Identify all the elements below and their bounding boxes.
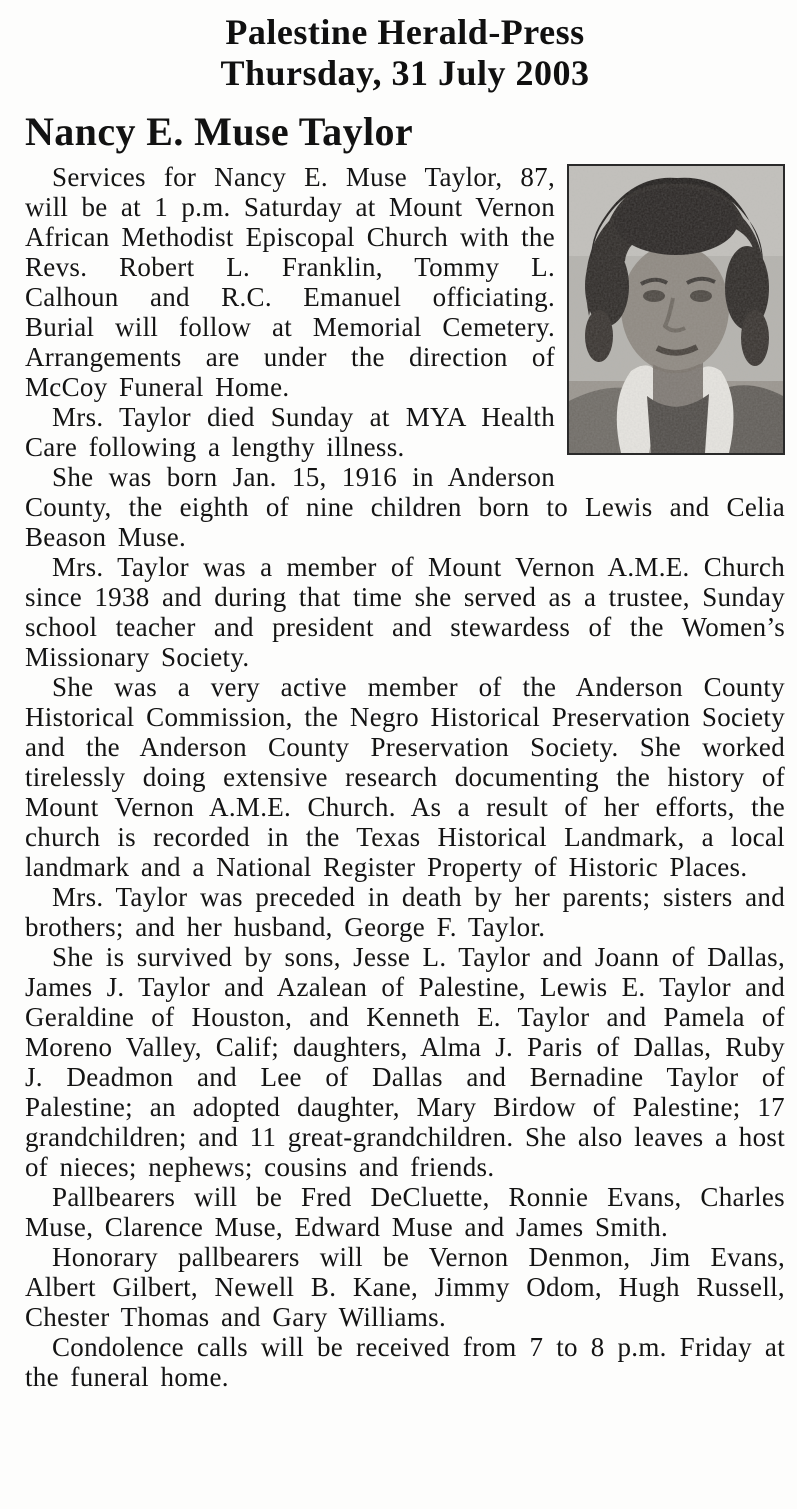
article-paragraph: Mrs. Taylor was preceded in death by her parents; sisters and brothers; and her husband, George F. Taylor. (25, 882, 785, 942)
article-paragraph: She was a very active member of the Anderson County Historical Commission, the Negro Historical Preservation Society and the Anderson County Preservation Society. She worked tirelessly doing extensive research documenting the history of Mount Vernon A.M.E. Church. As a result of her efforts, the church is recorded in the Texas Historical Landmark, a local landmark and a National Register Property of Historic Places. (25, 672, 785, 882)
article-body (25, 162, 785, 1392)
article-paragraph: Honorary pallbearers will be Vernon Denmon, Jim Evans, Albert Gilbert, Newell B. Kane, Jimmy Odom, Hugh Russell, Chester Thomas and Gary Williams. (25, 1242, 785, 1332)
article-paragraph: Condolence calls will be received from 7 to 8 p.m. Friday at the funeral home. (25, 1332, 785, 1392)
portrait-photo-graphic (569, 166, 783, 453)
masthead-name: Palestine Herald-Press (225, 12, 585, 52)
article-paragraph: Services for Nancy E. Muse Taylor, 87, will be at 1 p.m. Saturday at Mount Vernon African Methodist Episcopal Church with the Revs. Robert L. Franklin, Tommy L. Calhoun and R.C. Emanuel officiating. Burial will follow at Memorial Cemetery. Arrangements are under the direction of McCoy Funeral Home. (25, 162, 555, 402)
article-paragraph: Mrs. Taylor died Sunday at MYA Health Care following a lengthy illness. (25, 402, 555, 462)
article-paragraph: Mrs. Taylor was a member of Mount Vernon A.M.E. Church since 1938 and during that time she served as a trustee, Sunday school teacher and president and stewardess of the Women’s Missionary Society. (25, 552, 785, 672)
article-paragraph: She is survived by sons, Jesse L. Taylor and Joann of Dallas, James J. Taylor and Azalean of Palestine, Lewis E. Taylor and Geraldine of Houston, and Kenneth E. Taylor and Pamela of Moreno Valley, Calif; daughters, Alma J. Paris of Dallas, Ruby J. Deadmon and Lee of Dallas and Bernadine Taylor of Palestine; an adopted daughter, Mary Birdow of Palestine; 17 grandchildren; and 11 great-grandchildren. She also leaves a host of nieces; nephews; cousins and friends. (25, 942, 786, 1182)
obituary-photo (567, 164, 785, 455)
masthead (25, 12, 785, 94)
masthead-date: Thursday, 31 July 2003 (220, 53, 590, 93)
article-paragraph: She was born Jan. 15, 1916 in Anderson County, the eighth of nine children born to Lewis and Celia Beason Muse. (25, 462, 785, 552)
obituary-headline: Nancy E. Muse Taylor (25, 109, 414, 154)
article-paragraph: Pallbearers will be Fred DeCluette, Ronnie Evans, Charles Muse, Clarence Muse, Edward Muse and James Smith. (25, 1182, 785, 1242)
